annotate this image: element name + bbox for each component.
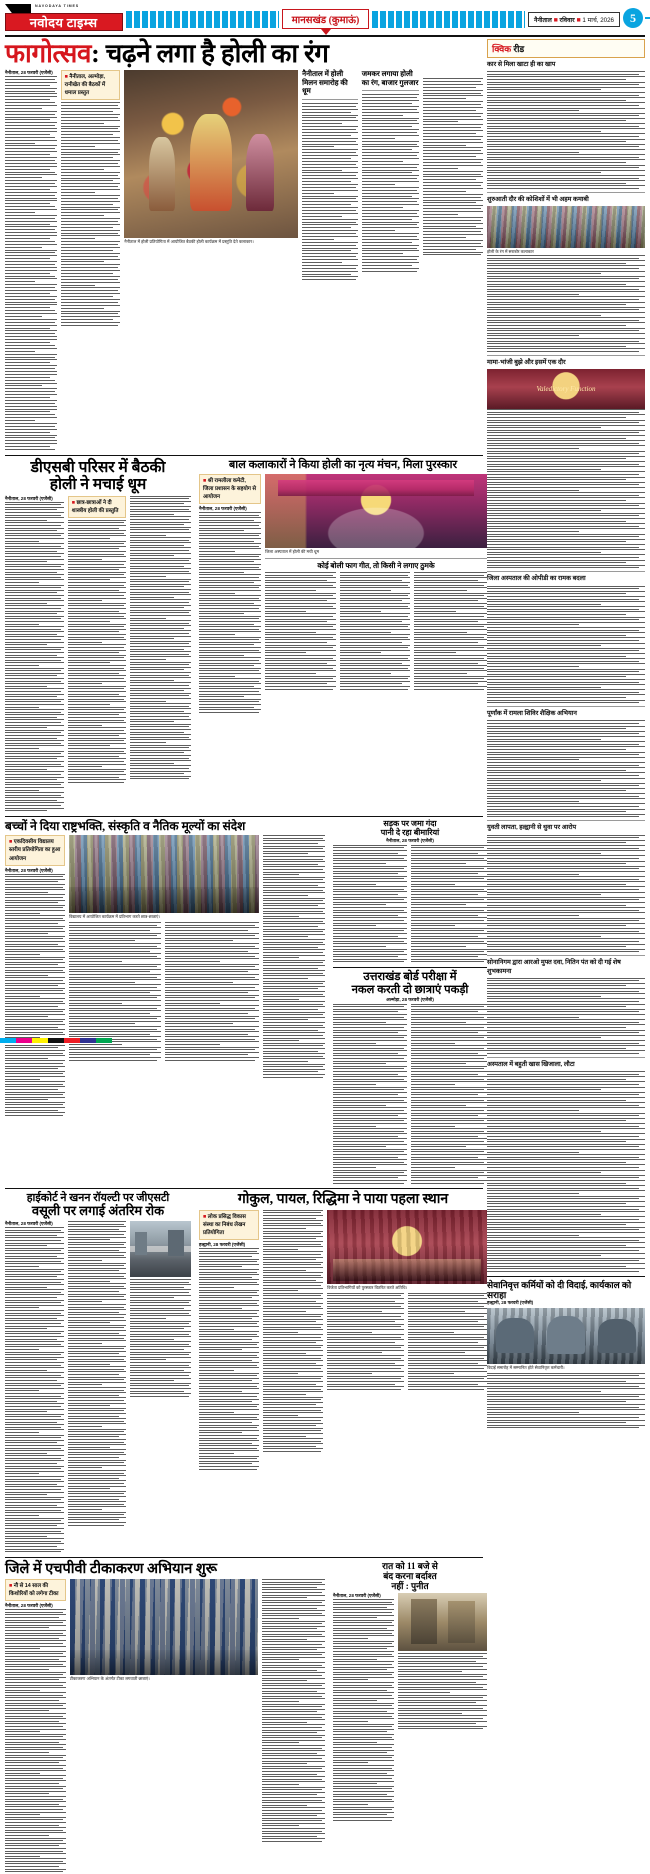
quick-read-item-body <box>487 978 645 1054</box>
lead-body-col2 <box>61 102 121 326</box>
board-byline: अल्मोड़ा, 28 फरवरी (एजेंसी) <box>386 996 434 1002</box>
bal-photo <box>265 474 487 548</box>
quick-read-item[interactable] <box>487 575 645 703</box>
quick-read-item-headline: शुरुआती दौर की कोशिशों में भी अहम कमाबी <box>487 195 589 203</box>
hc-body-col1 <box>5 1227 64 1552</box>
lead-headline-red: फागोत्सव <box>5 39 92 68</box>
children-byline: नैनीताल, 28 फरवरी (एजेंसी) <box>5 867 53 873</box>
third-band <box>5 820 483 1185</box>
children-body-col4 <box>263 835 325 1077</box>
rule-below-second-band <box>5 816 483 817</box>
quick-read-item-headline: युवती लापता, हल्द्वानी से थुवा पर आरोप <box>487 824 577 832</box>
fourth-band <box>5 1192 483 1554</box>
masthead-stripe-right <box>372 11 525 28</box>
quick-read-item-body <box>487 720 645 817</box>
lead-photo <box>124 70 298 238</box>
newspaper-logo[interactable] <box>5 4 123 32</box>
cmyk-magenta <box>16 1038 32 1043</box>
children-kicker-box <box>5 835 65 865</box>
quick-read-item-body <box>487 71 645 189</box>
quick-read-item[interactable] <box>487 61 645 189</box>
page-number-badge <box>623 8 645 30</box>
hpv-headline: जिले में एचपीवी टीकाकरण अभियान शुरू <box>5 1560 218 1577</box>
logo-tagline: NAVODAYA TIMES <box>35 4 80 8</box>
road-byline: नैनीताल, 28 फरवरी (एजेंसी) <box>386 837 434 843</box>
gokul-body-col3 <box>327 1293 404 1390</box>
quick-read-title-highlight: क्विक <box>492 44 512 54</box>
hc-byline: नैनीताल, 28 फरवरी (एजेंसी) <box>5 1221 53 1227</box>
board-body-col2 <box>411 1004 487 1184</box>
board-body-col1 <box>333 1004 407 1184</box>
bal-subhead: कोई बोली फाग गीत, तो किसी ने लगाए ठुमके <box>317 560 435 570</box>
masthead-rule <box>5 35 645 37</box>
lead-body-col1 <box>5 76 57 450</box>
night-photo <box>398 1593 487 1651</box>
hpv-kicker-text: नौ से 14 साल की किशोरियों को लगेगा टीका <box>9 1583 59 1598</box>
cmyk-blue <box>80 1038 96 1043</box>
lead-kicker-text: नैनीताल, अल्मोड़ा, रानीखेत की बैठकों में धमाल प्रस्तुत <box>64 74 106 97</box>
retire-photo <box>487 1308 645 1364</box>
quick-read-item-headline: कार से मिला खाटा ही का खाप <box>487 61 556 68</box>
gokul-body-col4 <box>408 1293 487 1390</box>
children-body-col1 <box>5 874 65 1116</box>
children-photo <box>69 835 259 913</box>
hc-body-col3 <box>130 1279 191 1397</box>
kicker-bullet-icon: ■ <box>203 1213 207 1220</box>
logo-nameplate-text: नवोदय टाइम्स <box>30 15 98 30</box>
quick-read-item[interactable] <box>487 1061 645 1272</box>
gokul-body-col2 <box>263 1210 323 1452</box>
edition-label: मानसखंड (कुमाऊं) <box>282 9 370 29</box>
retire-photo-caption: विदाई समारोह में सम्मानित होते सेवानिवृत्त कर्मचारी। <box>487 1364 565 1370</box>
quick-read-title-rest: रीड <box>513 44 525 54</box>
cmyk-yellow <box>32 1038 48 1043</box>
road-body-col1 <box>333 845 407 963</box>
children-photo-caption: विद्यालय में आयोजित कार्यक्रम में प्रतिभाग करते छात्र-छात्राएं। <box>69 914 161 920</box>
dateline-separator-2: ■ <box>576 17 581 24</box>
edition-tab[interactable] <box>282 9 370 29</box>
dsb-headline-line2: होली ने मचाई धूम <box>49 476 147 494</box>
quick-read-item-body <box>487 835 645 953</box>
quick-read-header <box>487 39 645 58</box>
hc-photo <box>130 1221 191 1277</box>
gokul-kicker-text: लोक प्रसिद्ध विकास संस्था का निबंध लेखन प्रतियोगिता <box>203 1213 246 1237</box>
quick-read-item-headline: पूर्णांक में रामला शिविर शैक्षिक अभियान <box>487 710 577 718</box>
quick-read-item[interactable] <box>487 959 645 1054</box>
board-headline-line1: उत्तराखंड बोर्ड परीक्षा में <box>363 971 457 984</box>
kicker-bullet-icon: ■ <box>203 477 207 484</box>
hpv-kicker-box <box>5 1579 66 1601</box>
dsb-body-col1 <box>5 502 64 812</box>
quick-read-item-headline: जिला अस्पताल की ओपीडी का रामक बदला <box>487 575 586 583</box>
lead-kicker <box>65 73 117 97</box>
hc-headline-line1: हाईकोर्ट ने खनन रॉयल्टी पर जीएसटी <box>26 1192 170 1205</box>
bal-photo-caption: जिला अस्पताल में होली की मची धूम <box>265 548 319 554</box>
retire-body <box>487 1373 645 1428</box>
quick-read-photo-caption-1: होली के रंग में सराबोर कलाकार <box>487 249 534 255</box>
bal-headline: बाल कलाकारों ने किया होली का नृत्य मंचन, मिला पुरस्कार <box>228 458 458 471</box>
road-headline-line2: पानी दे रहा बीमारियां <box>380 827 440 837</box>
quick-read-item[interactable] <box>487 824 645 952</box>
hpv-photo-caption: टीकाकरण अभियान के अंतर्गत टीका लगवाती छात्राएं। <box>69 1676 150 1682</box>
lead-sub1-headline: नैनीताल में होली मिलन समारोह की धूम <box>302 70 348 96</box>
cmyk-red <box>64 1038 80 1043</box>
dsb-body-col2 <box>68 520 127 783</box>
lead-extra-col <box>423 70 483 255</box>
lead-kicker-box <box>61 70 121 100</box>
bal-body-col1 <box>199 512 261 713</box>
quick-read-item[interactable] <box>487 359 645 568</box>
bal-kicker-text: श्री रामलीला कमेटी, जिला प्रशासन के सहयोग से आयोजन <box>203 477 257 500</box>
night-headline-line1: रात को 11 बजे से <box>382 1560 438 1571</box>
quick-read-item-headline: मामा-भांजी बुझे और इसमें एक दौर <box>487 358 566 366</box>
fifth-band <box>5 1561 483 1874</box>
cmyk-cyan <box>0 1038 16 1043</box>
gokul-headline: गोकुल, पायल, रिद्धिमा ने पाया पहला स्थान <box>237 1192 449 1208</box>
edition-tab-pointer <box>321 29 331 35</box>
dsb-kicker-text: छात्र-छात्राओं ने दी शास्त्रीय होली की प्रस्तुति <box>71 499 119 514</box>
hpv-body-col2 <box>262 1579 325 1842</box>
quick-read-item-body <box>487 1071 645 1272</box>
gokul-byline: हल्द्वानी, 28 फरवरी (एजेंसी) <box>199 1242 246 1248</box>
night-byline: नैनीताल, 28 फरवरी (एजेंसी) <box>333 1593 381 1599</box>
cmyk-black <box>48 1038 64 1043</box>
quick-read-photo-caption-2: Valedictory Function <box>536 384 596 393</box>
page-number-value: 5 <box>623 8 643 28</box>
night-headline-line3: नहीं : पुनीत <box>391 1581 429 1591</box>
kicker-bullet-icon: ■ <box>64 74 68 81</box>
gokul-kicker-box <box>199 1210 259 1240</box>
children-kicker <box>9 838 61 862</box>
cmyk-registration-strip <box>0 1038 112 1043</box>
dsb-headline-line1: डीएसबी परिसर में बैठकी <box>30 458 166 476</box>
bal-kicker-box <box>199 474 261 504</box>
lead-headline-colon: : <box>91 39 100 68</box>
dsb-kicker-box <box>68 496 127 518</box>
lead-headline-rest: चढ़ने लगा है होली का रंग <box>105 39 329 68</box>
bal-kicker <box>203 477 257 501</box>
dateline-place: नैनीताल <box>534 17 552 24</box>
cmyk-green <box>96 1038 112 1043</box>
kicker-bullet-icon: ■ <box>9 1583 13 1590</box>
bal-byline: नैनीताल, 28 फरवरी (एजेंसी) <box>199 506 247 512</box>
lead-headline <box>5 39 483 68</box>
gokul-photo-caption: विजेता प्रतिभागियों को पुरस्कार वितरित करते अतिथि। <box>327 1284 408 1290</box>
hpv-photo <box>70 1579 258 1675</box>
quick-read-item-headline: अस्पताल में बहुती खास खिजाला, लौटा <box>487 1060 575 1068</box>
children-kicker-text: एकदिवसीय विद्यालय स्तरीय प्रतियोगिता का हुआ आयोजन <box>9 839 61 862</box>
quick-read-item-body <box>487 409 645 568</box>
logo-nameplate <box>5 13 123 31</box>
gokul-photo <box>327 1210 487 1284</box>
dateline-day: रविवार <box>559 17 575 24</box>
dateline-separator-1: ■ <box>553 17 558 24</box>
dsb-kicker <box>72 499 123 515</box>
lead-sub2-headline: जमकर लगाया होली का रंग, बाजार गुलजार <box>361 70 419 87</box>
kicker-bullet-icon: ■ <box>9 839 13 846</box>
dateline-date: 1 मार्च, 2026 <box>582 17 615 24</box>
masthead <box>5 0 645 34</box>
quick-read-rail <box>487 39 645 1874</box>
gokul-body-col1 <box>199 1248 259 1469</box>
quick-read-title <box>492 42 640 55</box>
page-number-tail <box>645 17 650 19</box>
dateline <box>528 12 620 27</box>
hc-headline-line2: वसूली पर लगाई अंतरिम रोक <box>31 1203 165 1219</box>
retire-byline: हल्द्वानी, 28 फरवरी (एजेंसी) <box>487 1299 534 1305</box>
retire-story <box>487 1280 645 1429</box>
quick-read-item[interactable] <box>487 710 645 817</box>
kicker-bullet-icon: ■ <box>71 499 75 506</box>
rule-below-fourth-band <box>5 1557 483 1558</box>
night-body-col2 <box>398 1653 487 1729</box>
lead-byline: नैनीताल, 28 फरवरी (एजेंसी) <box>5 70 53 76</box>
hpv-body-col1 <box>5 1609 66 1872</box>
bal-body-col4 <box>414 572 487 690</box>
retire-headline: सेवानिवृत्त कर्मियों को दी विदाई, कार्यकाल को सराहा <box>487 1279 632 1300</box>
bal-body-col3 <box>340 572 411 690</box>
rule-below-third-band <box>5 1188 483 1189</box>
quick-read-item-headline: सोनानिगम द्वारा आरओ मुफ्त दवा, नितिन पंत को दी गई शेष शुभकामना <box>487 959 621 975</box>
road-headline-line1: सड़क पर जमा गंदा <box>383 818 437 828</box>
night-headline-line2: बंद करना बर्दाश्त <box>383 1570 437 1581</box>
gokul-kicker <box>203 1213 255 1237</box>
lead-sub1-body <box>302 103 358 280</box>
lead-photo-caption: नैनीताल में होली प्रतियोगिता में आयोजित बैठकी होली कार्यक्रम में प्रस्तुति देते कलाकार। <box>124 239 254 245</box>
quick-read-photo-2 <box>487 369 645 409</box>
quick-read-item-body <box>487 586 645 704</box>
hpv-kicker <box>9 1582 62 1598</box>
quick-read-item-body <box>487 255 645 352</box>
lead-sub2-body <box>362 94 420 271</box>
dsb-byline: नैनीताल, 28 फरवरी (एजेंसी) <box>5 495 53 501</box>
hpv-byline: नैनीताल, 28 फरवरी (एजेंसी) <box>5 1603 53 1609</box>
rule-below-lead <box>5 455 483 456</box>
children-headline: बच्चों ने दिया राष्ट्रभक्ति, संस्कृति व नैतिक मूल्यों का संदेश <box>5 818 246 833</box>
dsb-body-col3 <box>130 496 191 780</box>
quick-read-photo-1 <box>487 206 645 248</box>
masthead-stripe-left <box>126 11 279 28</box>
lead-story-block <box>5 70 483 452</box>
quick-read-item[interactable] <box>487 196 645 352</box>
road-body-col2 <box>411 845 487 963</box>
bal-body-col2 <box>265 572 336 690</box>
board-headline-line2: नकल करती दो छात्राएं पकड़ी <box>351 983 469 996</box>
hc-body-col2 <box>68 1221 127 1525</box>
children-body-col3 <box>165 922 259 1060</box>
second-band <box>5 459 483 813</box>
night-body-col1 <box>333 1599 394 1820</box>
